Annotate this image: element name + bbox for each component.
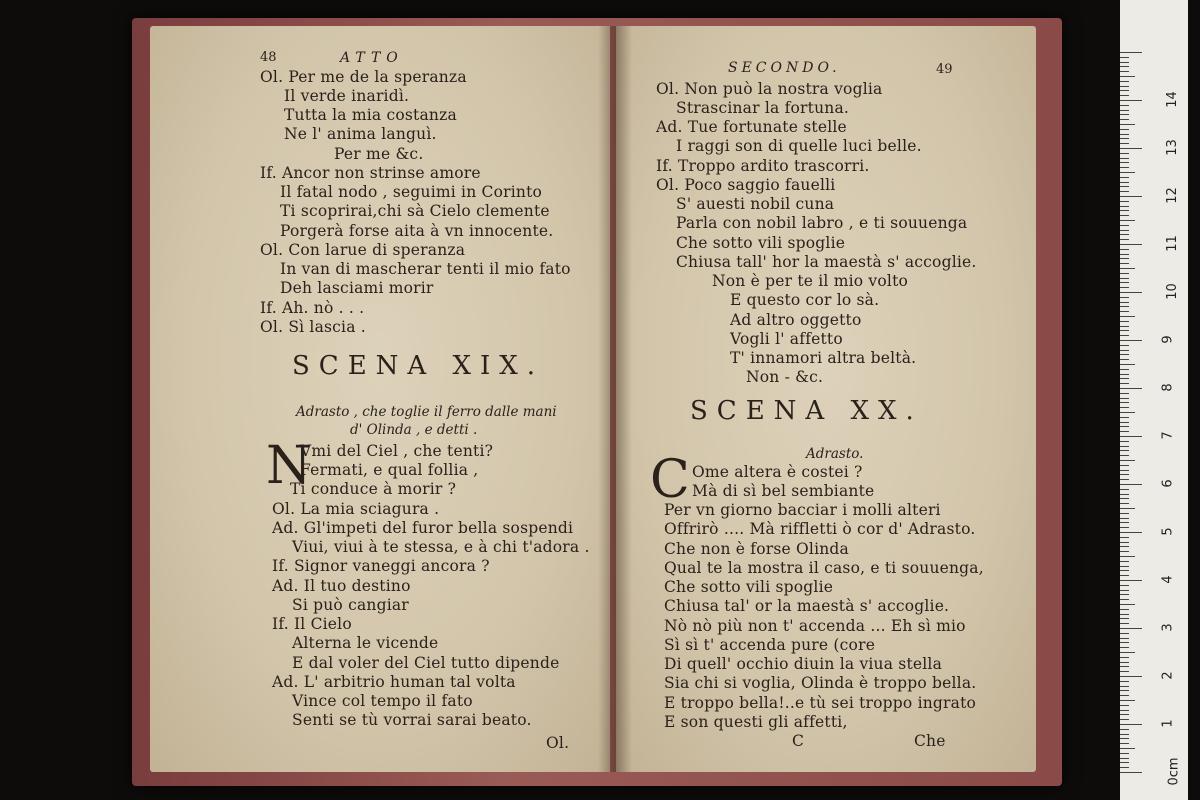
ruler-tick bbox=[1120, 57, 1129, 58]
ruler-tick bbox=[1120, 465, 1129, 466]
ruler-tick bbox=[1120, 599, 1129, 600]
ruler-tick bbox=[1120, 738, 1129, 739]
ruler-tick bbox=[1120, 666, 1129, 667]
ruler-tick bbox=[1120, 642, 1129, 643]
ruler-tick bbox=[1120, 686, 1129, 687]
verse-line: If. Ah. nò . . . bbox=[260, 299, 365, 317]
ruler-tick bbox=[1120, 311, 1129, 312]
ruler-tick bbox=[1120, 633, 1129, 634]
ruler-tick bbox=[1120, 719, 1129, 720]
ruler-number: 4 bbox=[1160, 575, 1176, 584]
drop-cap: C bbox=[650, 450, 690, 510]
verse-line: Nò nò più non t' accenda ... Eh sì mio bbox=[664, 617, 966, 635]
stage-direction: Adrasto , che toglie il ferro dalle mani bbox=[296, 404, 557, 420]
ruler-tick bbox=[1120, 743, 1129, 744]
ruler-tick bbox=[1120, 585, 1129, 586]
verse-line: Sì sì t' accenda pure (core bbox=[664, 636, 876, 654]
ruler-tick bbox=[1120, 306, 1129, 307]
verse-line: In van di mascherar tenti il mio fato bbox=[280, 260, 571, 278]
ruler-number: 5 bbox=[1160, 527, 1176, 536]
ruler-tick bbox=[1120, 62, 1129, 63]
ruler-tick bbox=[1120, 335, 1129, 336]
book-gutter bbox=[598, 26, 632, 772]
ruler-tick bbox=[1120, 513, 1129, 514]
ruler-tick bbox=[1120, 378, 1129, 379]
ruler-tick bbox=[1120, 278, 1129, 279]
ruler-tick bbox=[1120, 441, 1129, 442]
ruler-tick bbox=[1120, 604, 1135, 605]
ruler-tick bbox=[1120, 393, 1129, 394]
ruler-tick bbox=[1120, 676, 1142, 677]
verse-line: E troppo bella!..e tù sei troppo ingrato bbox=[664, 694, 977, 712]
ruler-tick bbox=[1120, 657, 1129, 658]
ruler-tick bbox=[1120, 618, 1129, 619]
ruler-tick bbox=[1120, 561, 1129, 562]
ruler-tick bbox=[1120, 364, 1135, 365]
ruler-number: 10 bbox=[1164, 283, 1180, 300]
ruler-tick bbox=[1120, 402, 1129, 403]
verse-line: Vince col tempo il fato bbox=[292, 692, 473, 710]
ruler-tick bbox=[1120, 455, 1129, 456]
verse-line: Ol. Sì lascia . bbox=[260, 318, 366, 336]
verse-line: T' innamori altra beltà. bbox=[730, 349, 917, 367]
verse-line: Che non è forse Olinda bbox=[664, 540, 849, 558]
ruler-tick bbox=[1120, 119, 1129, 120]
ruler-tick bbox=[1120, 172, 1135, 173]
ruler-tick bbox=[1120, 705, 1129, 706]
verse-line: Ad. Il tuo destino bbox=[272, 577, 411, 595]
ruler-tick bbox=[1120, 484, 1142, 485]
verse-line: E dal voler del Ciel tutto dipende bbox=[292, 654, 560, 672]
verse-line: Ti scoprirai,chi sà Cielo clemente bbox=[280, 202, 550, 220]
ruler-tick bbox=[1120, 359, 1129, 360]
verse-line: Ad altro oggetto bbox=[730, 311, 862, 329]
ruler-tick bbox=[1120, 230, 1129, 231]
ruler-tick bbox=[1120, 748, 1135, 749]
ruler-tick bbox=[1120, 162, 1129, 163]
ruler-tick bbox=[1120, 470, 1129, 471]
verse-line: Ome altera è costei ? bbox=[692, 463, 863, 481]
ruler-tick bbox=[1120, 772, 1142, 773]
ruler-tick bbox=[1120, 268, 1135, 269]
verse-line: Tutta la mia costanza bbox=[284, 106, 457, 124]
ruler-tick bbox=[1120, 570, 1129, 571]
verse-line: Che sotto vili spoglie bbox=[664, 578, 834, 596]
verse-line: Porgerà forse aita à vn innocente. bbox=[280, 222, 554, 240]
ruler-tick bbox=[1120, 695, 1129, 696]
ruler-tick bbox=[1120, 129, 1129, 130]
ruler-tick bbox=[1120, 647, 1129, 648]
verse-line: Offrirò .... Mà riffletti ò cor d' Adrasto. bbox=[664, 520, 976, 538]
verse-line: Di quell' occhio diuin la viua stella bbox=[664, 655, 943, 673]
ruler-tick bbox=[1120, 758, 1129, 759]
ruler-tick bbox=[1120, 614, 1129, 615]
verse-line: Vogli l' affetto bbox=[730, 330, 843, 348]
ruler-tick bbox=[1120, 474, 1129, 475]
running-header: SECONDO. bbox=[728, 60, 841, 76]
ruler-number: 7 bbox=[1160, 431, 1176, 440]
verse-line: S' auesti nobil cuna bbox=[676, 195, 835, 213]
ruler-tick bbox=[1120, 729, 1129, 730]
ruler-tick bbox=[1120, 326, 1129, 327]
verse-line: Deh lasciami morir bbox=[280, 279, 434, 297]
verse-line: I raggi son di quelle luci belle. bbox=[676, 137, 922, 155]
ruler-tick bbox=[1120, 734, 1129, 735]
ruler-tick bbox=[1120, 580, 1142, 581]
ruler-tick bbox=[1120, 575, 1129, 576]
ruler-tick bbox=[1120, 249, 1129, 250]
ruler-tick bbox=[1120, 81, 1129, 82]
ruler-tick bbox=[1120, 201, 1129, 202]
ruler-tick bbox=[1120, 215, 1129, 216]
ruler-tick bbox=[1120, 753, 1129, 754]
ruler-tick bbox=[1120, 177, 1129, 178]
ruler-tick bbox=[1120, 714, 1129, 715]
page-number: 48 bbox=[260, 50, 277, 65]
ruler-tick bbox=[1120, 258, 1129, 259]
ruler-tick bbox=[1120, 282, 1129, 283]
ruler-tick bbox=[1120, 340, 1142, 341]
ruler-number: 1 bbox=[1160, 719, 1176, 728]
ruler-tick bbox=[1120, 407, 1129, 408]
ruler-tick bbox=[1120, 114, 1129, 115]
ruler-number: 14 bbox=[1164, 91, 1180, 108]
ruler-number: 13 bbox=[1164, 139, 1180, 156]
ruler-tick bbox=[1120, 383, 1129, 384]
ruler-tick bbox=[1120, 66, 1129, 67]
ruler-tick bbox=[1120, 210, 1129, 211]
verse-line: Non è per te il mio volto bbox=[712, 272, 909, 290]
ruler-tick bbox=[1120, 623, 1129, 624]
ruler-tick bbox=[1120, 388, 1142, 389]
verse-line: Chiusa tall' hor la maestà s' accoglie. bbox=[676, 253, 977, 271]
ruler-tick bbox=[1120, 143, 1129, 144]
ruler-tick bbox=[1120, 321, 1129, 322]
ruler-tick bbox=[1120, 100, 1142, 101]
ruler-tick bbox=[1120, 638, 1129, 639]
ruler-tick bbox=[1120, 206, 1129, 207]
ruler-tick bbox=[1120, 556, 1135, 557]
ruler-tick bbox=[1120, 239, 1129, 240]
verse-line: Mà di sì bel sembiante bbox=[692, 482, 875, 500]
ruler-tick bbox=[1120, 292, 1142, 293]
verse-line: If. Signor vaneggi ancora ? bbox=[272, 557, 490, 575]
ruler-tick bbox=[1120, 95, 1129, 96]
ruler-tick bbox=[1120, 374, 1129, 375]
verse-line: Ne l' anima languì. bbox=[284, 125, 437, 143]
ruler-tick bbox=[1120, 503, 1129, 504]
ruler-tick bbox=[1120, 700, 1135, 701]
verse-line: Ol. La mia sciagura . bbox=[272, 500, 440, 518]
ruler-tick bbox=[1120, 148, 1142, 149]
ruler-tick bbox=[1120, 263, 1129, 264]
ruler-number: 2 bbox=[1160, 671, 1176, 680]
ruler-tick bbox=[1120, 762, 1129, 763]
ruler-tick bbox=[1120, 220, 1135, 221]
ruler-tick bbox=[1120, 398, 1129, 399]
ruler-tick bbox=[1120, 542, 1129, 543]
ruler-tick bbox=[1120, 594, 1129, 595]
ruler-tick bbox=[1120, 330, 1129, 331]
verse-line: Alterna le vicende bbox=[292, 634, 439, 652]
verse-line: Ol. Con larue di speranza bbox=[260, 241, 466, 259]
ruler-tick bbox=[1120, 681, 1129, 682]
ruler-tick bbox=[1120, 350, 1129, 351]
ruler-tick bbox=[1120, 450, 1129, 451]
ruler-tick bbox=[1120, 110, 1129, 111]
ruler-tick bbox=[1120, 446, 1129, 447]
ruler-tick bbox=[1120, 460, 1135, 461]
ruler-tick bbox=[1120, 134, 1129, 135]
verse-line: If. Troppo ardito trascorri. bbox=[656, 157, 870, 175]
ruler-tick bbox=[1120, 494, 1129, 495]
ruler-tick bbox=[1120, 422, 1129, 423]
measuring-ruler bbox=[1120, 0, 1188, 800]
ruler-tick bbox=[1120, 412, 1135, 413]
ruler-tick bbox=[1120, 86, 1129, 87]
ruler-tick bbox=[1120, 710, 1129, 711]
verse-line: Il verde inaridì. bbox=[284, 87, 410, 105]
ruler-tick bbox=[1120, 167, 1129, 168]
ruler-number: 12 bbox=[1164, 187, 1180, 204]
verse-line: E questo cor lo sà. bbox=[730, 291, 880, 309]
verse-line: If. Il Cielo bbox=[272, 615, 352, 633]
ruler-tick bbox=[1120, 244, 1142, 245]
verse-line: Ol. Per me de la speranza bbox=[260, 68, 467, 86]
ruler-tick bbox=[1120, 52, 1142, 53]
page-number: 49 bbox=[936, 62, 953, 77]
ruler-number: 11 bbox=[1164, 235, 1180, 252]
ruler-tick bbox=[1120, 76, 1135, 77]
ruler-tick bbox=[1120, 532, 1142, 533]
ruler-tick bbox=[1120, 182, 1129, 183]
ruler-tick bbox=[1120, 138, 1129, 139]
ruler-tick bbox=[1120, 522, 1129, 523]
scene-title: SCENA XIX. bbox=[292, 351, 545, 381]
verse-line: Non - &c. bbox=[746, 368, 824, 386]
ruler-tick bbox=[1120, 287, 1129, 288]
running-header: ATTO bbox=[340, 50, 404, 66]
ruler-tick bbox=[1120, 767, 1129, 768]
ruler-tick bbox=[1120, 345, 1129, 346]
verse-line: Chiusa tal' or la maestà s' accoglie. bbox=[664, 597, 950, 615]
verse-line: Si può cangiar bbox=[292, 596, 409, 614]
verse-line: Vmi del Ciel , che tenti? bbox=[300, 442, 494, 460]
ruler-tick bbox=[1120, 71, 1129, 72]
verse-line: Qual te la mostra il caso, e ti souuenga, bbox=[664, 559, 984, 577]
ruler-tick bbox=[1120, 225, 1129, 226]
ruler-tick bbox=[1120, 196, 1142, 197]
verse-line: Parla con nobil labro , e ti souuenga bbox=[676, 214, 968, 232]
verse-line: Il fatal nodo , seguimi in Corinto bbox=[280, 183, 543, 201]
ruler-tick bbox=[1120, 354, 1129, 355]
ruler-number: 9 bbox=[1160, 335, 1176, 344]
verse-line: Ol. Poco saggio fauelli bbox=[656, 176, 836, 194]
ruler-tick bbox=[1120, 254, 1129, 255]
ruler-number: 8 bbox=[1160, 383, 1176, 392]
ruler-tick bbox=[1120, 153, 1129, 154]
verse-line: Ti conduce à morir ? bbox=[290, 480, 457, 498]
drop-cap: N bbox=[266, 436, 312, 496]
ruler-tick bbox=[1120, 537, 1129, 538]
ruler-tick bbox=[1120, 518, 1129, 519]
ruler-tick bbox=[1120, 186, 1129, 187]
ruler-tick bbox=[1120, 158, 1129, 159]
ruler-unit-label: 0cm bbox=[1166, 757, 1182, 786]
ruler-tick bbox=[1120, 508, 1135, 509]
verse-line: Ad. L' arbitrio human tal volta bbox=[272, 673, 516, 691]
left-page bbox=[150, 26, 610, 772]
catchword: Ol. bbox=[546, 734, 570, 752]
right-page bbox=[616, 26, 1036, 772]
ruler-tick bbox=[1120, 479, 1129, 480]
ruler-number: 6 bbox=[1160, 479, 1176, 488]
ruler-tick bbox=[1120, 498, 1129, 499]
verse-line: Ol. Non può la nostra voglia bbox=[656, 80, 883, 98]
verse-line: Ad. Gl'impeti del furor bella sospendi bbox=[272, 519, 574, 537]
ruler-tick bbox=[1120, 105, 1129, 106]
verse-line: Viui, viui à te stessa, e à chi t'adora . bbox=[292, 538, 590, 556]
verse-line: Strascinar la fortuna. bbox=[676, 99, 850, 117]
ruler-tick bbox=[1120, 431, 1129, 432]
ruler-number: 3 bbox=[1160, 623, 1176, 632]
ruler-tick bbox=[1120, 551, 1129, 552]
stage-direction: Adrasto. bbox=[806, 446, 864, 462]
ruler-tick bbox=[1120, 662, 1129, 663]
ruler-tick bbox=[1120, 90, 1129, 91]
scene-title: SCENA XX. bbox=[690, 396, 923, 426]
ruler-tick bbox=[1120, 124, 1135, 125]
ruler-tick bbox=[1120, 426, 1129, 427]
verse-line: If. Ancor non strinse amore bbox=[260, 164, 481, 182]
ruler-tick bbox=[1120, 297, 1129, 298]
ruler-tick bbox=[1120, 590, 1129, 591]
verse-line: Fermati, e qual follia , bbox=[300, 461, 479, 479]
ruler-tick bbox=[1120, 316, 1135, 317]
verse-line: E son questi gli affetti, bbox=[664, 713, 848, 731]
ruler-tick bbox=[1120, 369, 1129, 370]
ruler-tick bbox=[1120, 566, 1129, 567]
ruler-tick bbox=[1120, 489, 1129, 490]
ruler-tick bbox=[1120, 191, 1129, 192]
verse-line: Sia chi si voglia, Olinda è troppo bella. bbox=[664, 674, 977, 692]
verse-line: Per vn giorno bacciar i molli alteri bbox=[664, 501, 941, 519]
verse-line: Per me &c. bbox=[334, 145, 424, 163]
ruler-tick bbox=[1120, 724, 1142, 725]
verse-line: Senti se tù vorrai sarai beato. bbox=[292, 711, 532, 729]
ruler-tick bbox=[1120, 273, 1129, 274]
ruler-tick bbox=[1120, 628, 1142, 629]
ruler-tick bbox=[1120, 527, 1129, 528]
signature-mark: C bbox=[792, 732, 805, 750]
ruler-tick bbox=[1120, 546, 1129, 547]
ruler-tick bbox=[1120, 609, 1129, 610]
ruler-tick bbox=[1120, 690, 1129, 691]
catchword: Che bbox=[914, 732, 946, 750]
ruler-tick bbox=[1120, 302, 1129, 303]
ruler-tick bbox=[1120, 417, 1129, 418]
ruler-tick bbox=[1120, 436, 1142, 437]
ruler-tick bbox=[1120, 652, 1135, 653]
verse-line: Ad. Tue fortunate stelle bbox=[656, 118, 847, 136]
ruler-tick bbox=[1120, 671, 1129, 672]
ruler-tick bbox=[1120, 234, 1129, 235]
verse-line: Che sotto vili spoglie bbox=[676, 234, 846, 252]
stage-direction: d' Olinda , e detti . bbox=[350, 422, 478, 438]
